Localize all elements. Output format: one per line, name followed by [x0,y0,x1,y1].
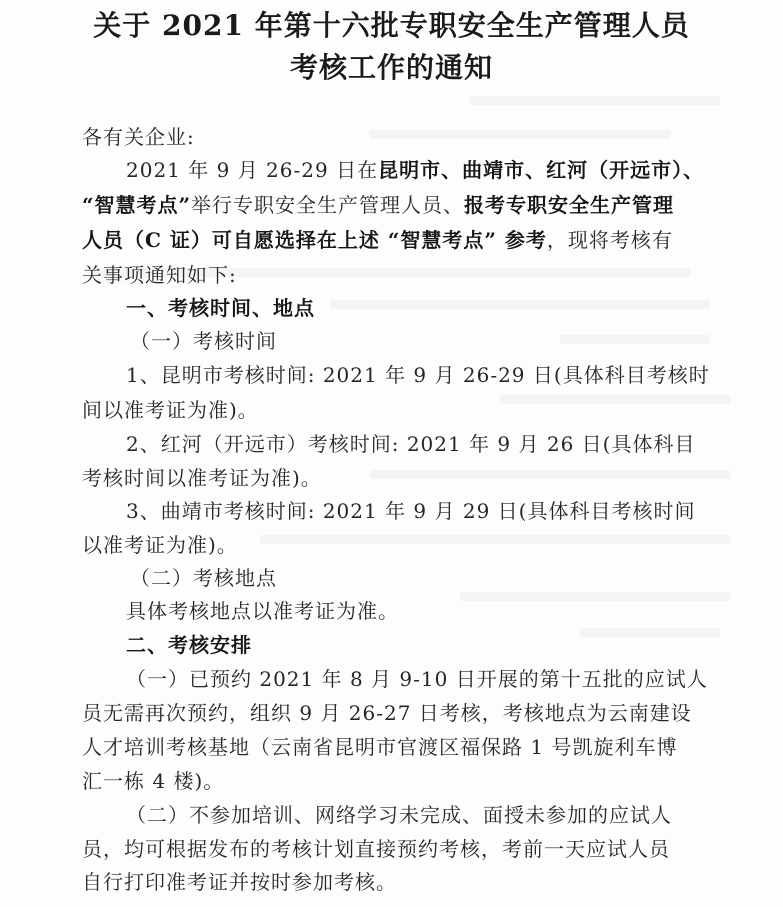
intro-line-2 [82,192,674,218]
intro-smart-venue: “智慧考点” [82,193,192,217]
arrangement-1-line-1: （一）已预约 2021 年 8 月 9-10 日开展的第十五批的应试人 [126,667,708,691]
bleed-through-mark [500,395,730,404]
bleed-through-mark [370,130,670,139]
item-1-line-1: 1、昆明市考核时间: 2021 年 9 月 26-29 日(具体科目考核时 [126,363,710,387]
intro-c-cert-text: 人员（C 证）可自愿选择在上述 “智慧考点” 参考 [82,228,547,252]
arrangement-2-line-1: （二）不参加培训、网络学习未完成、面授未参加的应试人 [126,803,672,827]
bleed-through-mark [560,335,710,344]
bleed-through-mark [330,300,710,309]
intro-date-text: 2021 年 9 月 26-29 日在 [126,158,379,182]
document-title-line-2: 考核工作的通知 [289,51,493,84]
intro-held-text: 举行专职安全生产管理人员、 [191,193,465,217]
intro-line-4: 关事项通知如下: [82,263,237,287]
salutation: 各有关企业: [82,125,195,149]
document-title-line-1: 关于 2021 年第十六批专职安全生产管理人员 [93,9,690,42]
arrangement-1-line-2: 员无需再次预约，组织 9 月 26-27 日考核，考核地点为云南建设 [82,701,692,725]
section-1-sub-1: （一）考核时间 [130,329,277,353]
intro-notice-text: ，现将考核有 [546,228,673,252]
section-2-heading: 二、考核安排 [126,633,252,657]
intro-apply-text: 报考专职安全生产管理 [464,193,675,217]
bleed-through-mark [260,535,730,544]
section-1-sub-2: （二）考核地点 [130,566,277,590]
bleed-through-mark [460,592,730,601]
item-2-line-2: 考核时间以准考证为准)。 [82,466,322,490]
bleed-through-mark [470,96,720,105]
intro-line-3 [82,227,673,253]
place-text: 具体考核地点以准考证为准。 [126,599,399,623]
arrangement-2-line-3: 自行打印准考证并按时参加考核。 [82,870,397,894]
item-3-line-2: 以准考证为准)。 [82,533,238,557]
arrangement-2-line-2: 员，均可根据发布的考核计划直接预约考核，考前一天应试人员 [82,837,670,861]
intro-locations: 昆明市、曲靖市、红河（开远市）、 [378,158,705,182]
arrangement-1-line-3: 人才培训考核基地（云南省昆明市官渡区福保路 1 号凯旋利车博 [82,735,678,759]
item-2-line-1: 2、红河（开远市）考核时间: 2021 年 9 月 26 日(具体科目 [126,432,696,456]
bleed-through-mark [370,470,730,479]
item-3-line-1: 3、曲靖市考核时间: 2021 年 9 月 29 日(具体科目考核时间 [126,499,696,523]
item-1-line-2: 间以准考证为准)。 [82,398,259,422]
section-1-heading: 一、考核时间、地点 [126,296,315,320]
intro-line-1 [126,157,704,183]
bleed-through-mark [580,628,720,637]
arrangement-1-line-4: 汇一栋 4 楼)。 [82,769,225,793]
